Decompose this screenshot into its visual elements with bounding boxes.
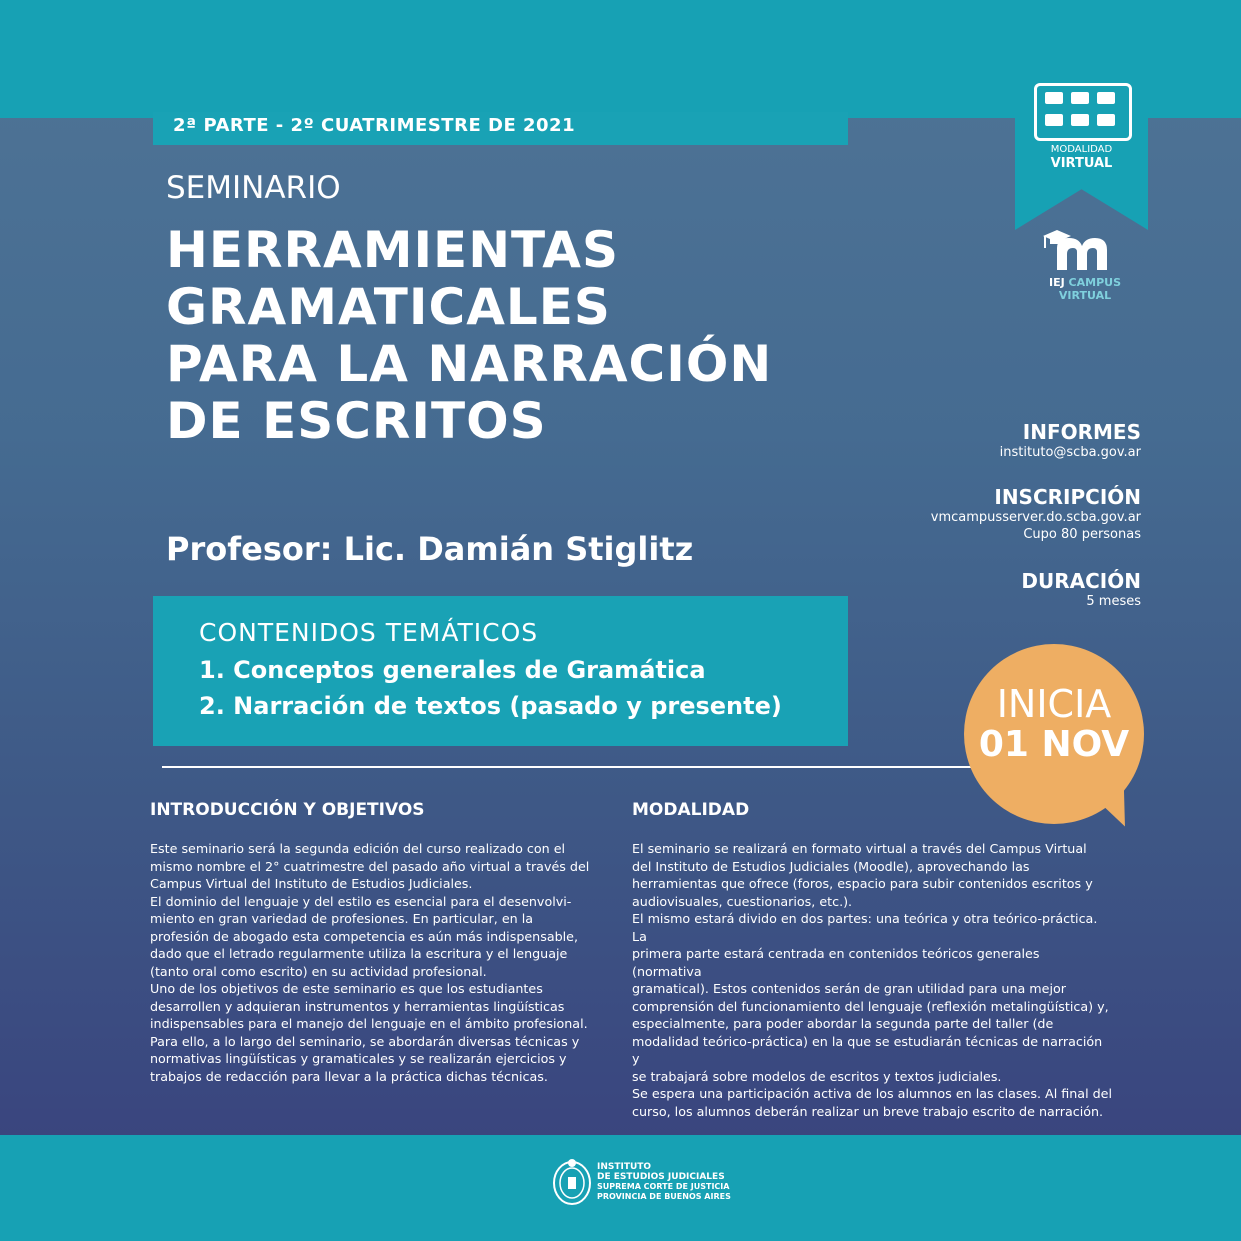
duracion-value: 5 meses <box>1086 594 1141 609</box>
duracion-block <box>1021 569 1141 610</box>
contenidos-item: 2. Narración de textos (pasado y presente) <box>199 692 782 720</box>
institute-seal-icon <box>551 1157 593 1207</box>
inscripcion-url[interactable]: vmcampusserver.do.scba.gov.ar <box>930 510 1141 525</box>
inicia-date: 01 NOV <box>978 724 1130 765</box>
institute-line: INSTITUTO <box>597 1162 652 1172</box>
informes-block <box>1000 420 1141 461</box>
cupo-label: Cupo 80 personas <box>1023 527 1141 542</box>
institute-line: SUPREMA CORTE DE JUSTICIA <box>597 1182 730 1191</box>
campus-prefix: IEJ <box>1049 276 1065 289</box>
title-line: HERRAMIENTAS <box>166 221 619 279</box>
page-title <box>166 222 772 450</box>
graduation-cap-icon <box>1041 226 1111 274</box>
seminario-kicker: SEMINARIO <box>166 170 341 206</box>
intro-text: Este seminario será la segunda edición del curso realizado con el mismo nombre el 2° cuatrimestre del pasado año virtual a través del Campus Virtual del Instituto de Estudios Judiciales. El dominio del lenguaje y del estilo es esencial para el desenvolvi- miento en gran variedad de profesiones. En particular, en la profesión de abogado esta competencia es aún más indispensable, dado que el letrado regularmente utiliza la escritura y el lenguaje (tanto oral como escrito) en su actividad profesional. Uno de los objetivos de este seminario es que los estudiantes desarrollen y adquieran instrumentos y herramientas lingüísticas indispensables para el manejo del lenguaje en el ámbito profesional. Para ello, a lo largo del seminario, se abordarán diversas técnicas y normativas lingüísticas y gramaticales y se realizarán ejercicios y trabajos de redacción para llevar a la práctica dichas técnicas. <box>150 841 590 1084</box>
inscripcion-block <box>931 485 1141 543</box>
informes-email[interactable]: instituto@scba.gov.ar <box>999 445 1141 460</box>
institute-name <box>597 1162 731 1202</box>
modalidad-text: El seminario se realizará en formato virtual a través del Campus Virtual del Instituto de Estudios Judiciales (Moodle), aprovechando las herramientas que ofrece (foros, espacio para subir contenidos escritos y audiovisuales, cuestionarios, etc.). El mismo estará divido en dos partes: una teórica y otra teórico-práctica. La primera parte estará centrada en contenidos teóricos generales (normativa gramatical). Estos contenidos serán de gran utilidad para una mejor comprensión del funcionamiento del lenguaje (reflexión metalingüística) y, especialmente, para poder abordar la segunda parte del taller (de modalidad teórico-práctica) en la que se estudiarán técnicas de narración y se trabajará sobre modelos de escritos y textos judiciales. Se espera una participación activa de los alumnos en las clases. Al final del curso, los alumnos deberán realizar un breve trabajo escrito de narración. <box>632 841 1113 1119</box>
campus-name: CAMPUS VIRTUAL <box>1058 276 1121 302</box>
parte-label: 2ª PARTE - 2º CUATRIMESTRE DE 2021 <box>173 115 576 136</box>
contenidos-item: 1. Conceptos generales de Gramática <box>199 656 706 684</box>
campus-virtual-label <box>1030 276 1140 302</box>
title-line: GRAMATICALES <box>166 278 611 336</box>
institute-line: DE ESTUDIOS JUDICIALES <box>597 1172 725 1182</box>
duracion-title: DURACIÓN <box>1021 569 1141 593</box>
informes-title: INFORMES <box>1022 420 1141 444</box>
intro-title: INTRODUCCIÓN Y OBJETIVOS <box>150 800 425 820</box>
profesor-label: Profesor: Lic. Damián Stiglitz <box>166 530 694 568</box>
inscripcion-title: INSCRIPCIÓN <box>994 485 1141 509</box>
virtual-label: VIRTUAL <box>1050 156 1113 171</box>
contenidos-title: CONTENIDOS TEMÁTICOS <box>199 618 539 647</box>
title-line: DE ESCRITOS <box>166 392 547 450</box>
institute-line: PROVINCIA DE BUENOS AIRES <box>597 1192 731 1201</box>
video-conference-icon <box>1034 83 1132 141</box>
title-line: PARA LA NARRACIÓN <box>166 335 773 393</box>
divider <box>162 766 1012 768</box>
modalidad-title: MODALIDAD <box>632 800 750 820</box>
modalidad-label: MODALIDAD <box>1050 144 1113 155</box>
inicia-label: INICIA <box>996 682 1112 726</box>
